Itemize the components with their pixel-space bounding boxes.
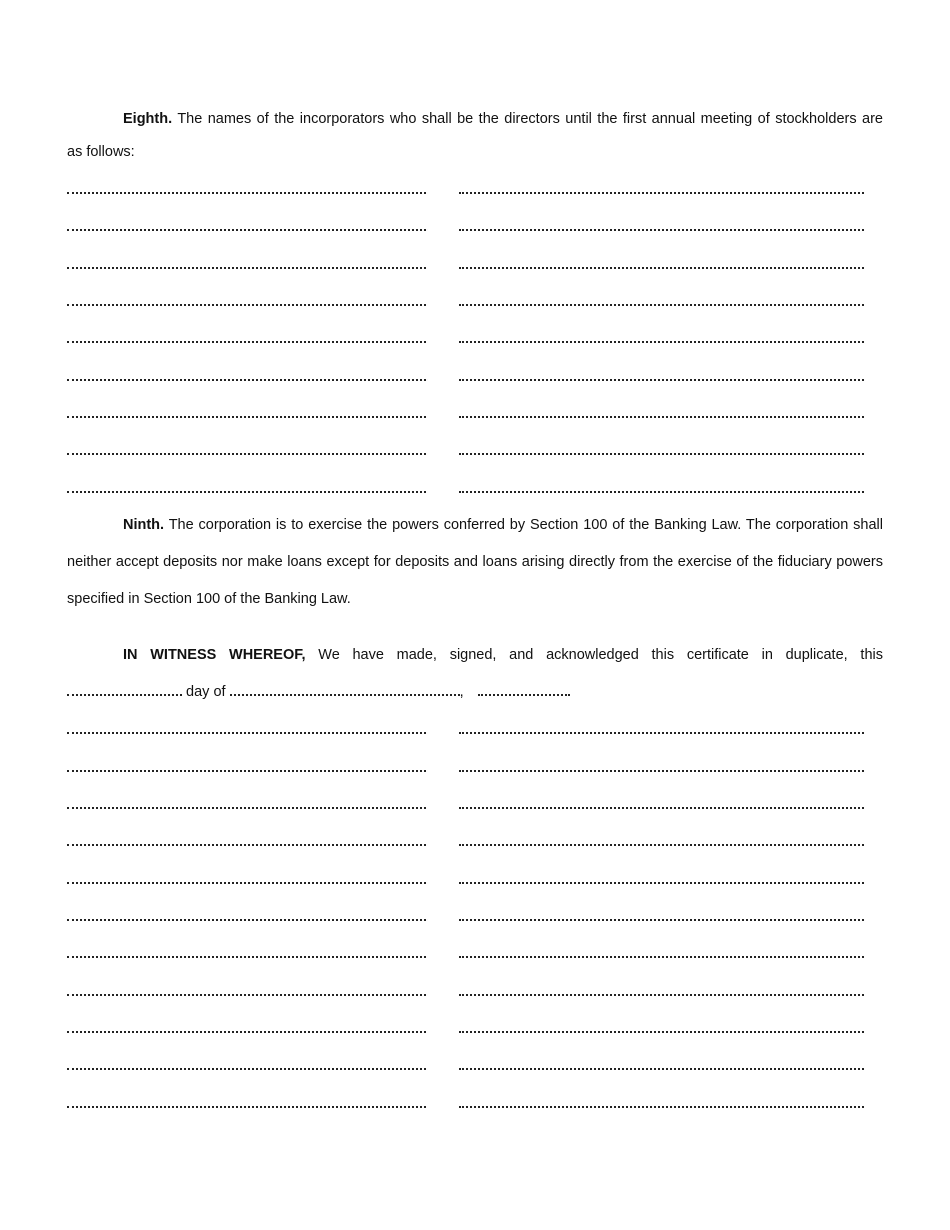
witness-date-line — [67, 682, 883, 702]
signature-line-left[interactable] — [67, 1058, 426, 1070]
eighth-text-1: The names of the incorporators who shall be the directors until the first annual meeting of stockholders are — [177, 111, 883, 127]
director-line-left[interactable] — [67, 369, 426, 381]
director-line-left[interactable] — [67, 406, 426, 418]
month-blank[interactable] — [230, 686, 460, 696]
signature-line-left[interactable] — [67, 946, 426, 958]
signature-line-left[interactable] — [67, 834, 426, 846]
signature-line-left[interactable] — [67, 722, 426, 734]
signature-line-right[interactable] — [459, 1096, 864, 1108]
signature-line-right[interactable] — [459, 797, 864, 809]
director-line-right[interactable] — [459, 294, 864, 306]
signature-line-left[interactable] — [67, 1021, 426, 1033]
ninth-heading: Ninth. — [123, 517, 165, 533]
director-line-left[interactable] — [67, 443, 426, 455]
director-line-right[interactable] — [459, 369, 864, 381]
day-blank[interactable] — [67, 686, 182, 696]
director-line-right[interactable] — [459, 257, 864, 269]
witness-heading: IN WITNESS WHEREOF, — [123, 647, 306, 663]
signature-line-right[interactable] — [459, 1021, 864, 1033]
eighth-line-2: as follows: — [67, 144, 135, 160]
ninth-text-1: The corporation is to exercise the powers conferred by Section 100 of the Banking Law. The corporation shall — [168, 517, 883, 533]
eighth-heading: Eighth. — [123, 111, 173, 127]
date-comma: , — [459, 684, 464, 700]
director-line-right[interactable] — [459, 182, 864, 194]
director-line-left[interactable] — [67, 294, 426, 306]
director-line-left[interactable] — [67, 182, 426, 194]
signature-line-right[interactable] — [459, 872, 864, 884]
signature-line-right[interactable] — [459, 909, 864, 921]
director-line-left[interactable] — [67, 257, 426, 269]
director-line-right[interactable] — [459, 406, 864, 418]
year-blank[interactable] — [478, 686, 570, 696]
director-line-left[interactable] — [67, 331, 426, 343]
witness-text-1: We have made, signed, and acknowledged this certificate in duplicate, — [318, 647, 848, 663]
director-line-right[interactable] — [459, 481, 864, 493]
signature-line-right[interactable] — [459, 946, 864, 958]
director-line-right[interactable] — [459, 219, 864, 231]
signature-line-left[interactable] — [67, 1096, 426, 1108]
signature-line-right[interactable] — [459, 722, 864, 734]
director-line-right[interactable] — [459, 443, 864, 455]
witness-line-1 — [67, 645, 883, 665]
director-line-right[interactable] — [459, 331, 864, 343]
day-of-label: day of — [186, 684, 226, 700]
signature-line-right[interactable] — [459, 760, 864, 772]
signature-line-left[interactable] — [67, 909, 426, 921]
director-line-left[interactable] — [67, 219, 426, 231]
eighth-line-1 — [67, 109, 883, 129]
signature-line-left[interactable] — [67, 760, 426, 772]
witness-this: this — [860, 647, 883, 663]
signature-line-left[interactable] — [67, 984, 426, 996]
signature-line-left[interactable] — [67, 872, 426, 884]
signature-line-right[interactable] — [459, 1058, 864, 1070]
signature-line-right[interactable] — [459, 834, 864, 846]
signature-line-right[interactable] — [459, 984, 864, 996]
director-line-left[interactable] — [67, 481, 426, 493]
ninth-line-3: specified in Section 100 of the Banking Law. — [67, 591, 351, 607]
signature-line-left[interactable] — [67, 797, 426, 809]
ninth-line-1 — [67, 515, 883, 535]
ninth-line-2: neither accept deposits nor make loans except for deposits and loans arising directly from the exercise of the fiduciary powers — [67, 554, 883, 570]
